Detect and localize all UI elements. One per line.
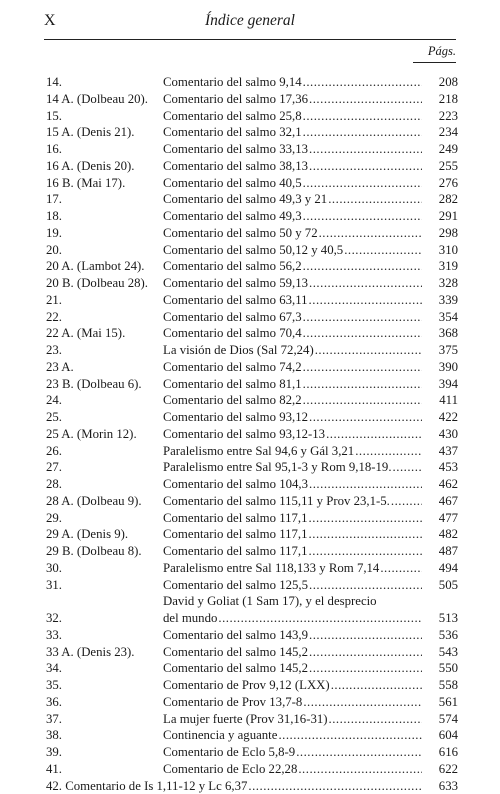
toc-entry-number: 34. <box>46 660 163 677</box>
toc-entry-page: 462 <box>422 476 458 493</box>
toc-entry-title: Comentario del salmo 117,1 <box>163 510 308 527</box>
toc-entry-number: 17. <box>46 191 163 208</box>
toc-entry-title: Comentario de Prov 9,12 (LXX) <box>163 677 330 694</box>
table-of-contents <box>46 74 458 794</box>
dot-leader <box>329 711 422 728</box>
toc-entry-title-wrap <box>163 158 422 175</box>
toc-entry <box>46 476 458 493</box>
toc-entry <box>46 392 458 409</box>
toc-entry-title-wrap <box>163 225 422 242</box>
toc-entry-title: La mujer fuerte (Prov 31,16-31) <box>163 711 328 728</box>
dot-leader <box>309 91 422 108</box>
toc-entry <box>46 342 458 359</box>
dot-leader <box>309 526 422 543</box>
toc-entry <box>46 459 458 476</box>
toc-entry-title: Comentario del salmo 59,13 <box>163 275 308 292</box>
toc-entry-title: 42. Comentario de Is 1,11-12 y Lc 6,37 <box>46 778 247 794</box>
toc-entry-page: 487 <box>422 543 458 560</box>
dot-leader <box>303 694 422 711</box>
toc-entry <box>46 744 458 761</box>
toc-entry-title: Comentario de Prov 13,7-8 <box>163 694 302 711</box>
toc-entry-title: Comentario del salmo 25,8 <box>163 108 302 125</box>
toc-entry-title: Comentario del salmo 74,2 <box>163 359 302 376</box>
toc-entry <box>46 175 458 192</box>
toc-entry-number: 29 A. (Denis 9). <box>46 526 163 543</box>
toc-entry-number: 26. <box>46 443 163 460</box>
toc-entry-title: Comentario del salmo 50,12 y 40,5 <box>163 242 343 259</box>
toc-entry-page: 249 <box>422 141 458 158</box>
toc-entry <box>46 761 458 778</box>
toc-entry-title: Comentario del salmo 93,12-13 <box>163 426 325 443</box>
toc-entry <box>46 292 458 309</box>
toc-entry-title: Comentario del salmo 40,5 <box>163 175 302 192</box>
toc-entry <box>46 141 458 158</box>
toc-entry <box>46 225 458 242</box>
dot-leader <box>393 459 422 476</box>
toc-entry <box>46 660 458 677</box>
toc-entry <box>46 158 458 175</box>
toc-entry-title: Comentario del salmo 93,12 <box>163 409 308 426</box>
dot-leader <box>328 191 422 208</box>
toc-entry <box>46 727 458 744</box>
toc-entry <box>46 526 458 543</box>
toc-entry <box>46 325 458 342</box>
toc-entry-number: 30. <box>46 560 163 577</box>
toc-entry-page: 604 <box>422 727 458 744</box>
toc-entry-page: 561 <box>422 694 458 711</box>
toc-entry-page: 390 <box>422 359 458 376</box>
toc-entry-number: 23 A. <box>46 359 163 376</box>
toc-entry-number: 28 A. (Dolbeau 9). <box>46 493 163 510</box>
toc-entry-number: 18. <box>46 208 163 225</box>
dot-leader <box>278 727 422 744</box>
dot-leader <box>309 577 422 594</box>
toc-entry-title-wrap <box>163 409 422 426</box>
toc-entry-number: 14 A. (Dolbeau 20). <box>46 91 163 108</box>
toc-entry-number: 24. <box>46 392 163 409</box>
toc-entry-number: 33. <box>46 627 163 644</box>
toc-entry-page: 208 <box>422 74 458 91</box>
toc-entry-number: 23. <box>46 342 163 359</box>
toc-entry-number: 16 B. (Mai 17). <box>46 175 163 192</box>
toc-entry-title: Comentario del salmo 63,11 <box>163 292 308 309</box>
dot-leader <box>319 225 422 242</box>
toc-entry-number: 28. <box>46 476 163 493</box>
toc-entry <box>46 258 458 275</box>
toc-entry-title-wrap <box>163 711 422 728</box>
toc-entry-title-wrap <box>163 359 422 376</box>
toc-entry-title: Comentario de Eclo 5,8-9 <box>163 744 295 761</box>
toc-entry-title: Comentario del salmo 33,13 <box>163 141 308 158</box>
toc-entry-title: Comentario del salmo 82,2 <box>163 392 302 409</box>
dot-leader <box>344 242 422 259</box>
toc-entry-page: 310 <box>422 242 458 259</box>
dot-leader <box>326 426 422 443</box>
dot-leader <box>309 644 422 661</box>
toc-entry-number: 29 B. (Dolbeau 8). <box>46 543 163 560</box>
toc-entry <box>46 593 458 627</box>
toc-entry-title: Comentario del salmo 9,14 <box>163 74 302 91</box>
toc-entry <box>46 560 458 577</box>
toc-entry-title: Comentario del salmo 145,2 <box>163 660 308 677</box>
toc-entry-page: 319 <box>422 258 458 275</box>
toc-entry-page: 422 <box>422 409 458 426</box>
toc-entry-page: 339 <box>422 292 458 309</box>
toc-entry-title: Paralelismo entre Sal 95,1-3 y Rom 9,18-19. <box>163 459 392 476</box>
dot-leader <box>298 761 422 778</box>
toc-entry-number: 16 A. (Denis 20). <box>46 158 163 175</box>
toc-entry-title-wrap <box>163 124 422 141</box>
toc-entry-title-wrap <box>163 191 422 208</box>
toc-entry-title: Comentario del salmo 50 y 72 <box>163 225 318 242</box>
toc-entry <box>46 711 458 728</box>
header-rule <box>44 39 456 40</box>
toc-entry-page: 276 <box>422 175 458 192</box>
dot-leader <box>355 443 422 460</box>
toc-entry-page: 477 <box>422 510 458 527</box>
toc-entry-title-wrap <box>163 660 422 677</box>
dot-leader <box>303 309 422 326</box>
toc-entry-title-wrap <box>163 526 422 543</box>
toc-entry-page: 550 <box>422 660 458 677</box>
toc-entry-title-wrap <box>163 175 422 192</box>
dot-leader <box>391 493 422 510</box>
toc-entry-title-wrap <box>163 242 422 259</box>
toc-entry-page: 633 <box>422 778 458 794</box>
toc-entry-page: 255 <box>422 158 458 175</box>
toc-entry-title-wrap <box>163 275 422 292</box>
toc-entry <box>46 493 458 510</box>
toc-entry-title: Comentario del salmo 17,36 <box>163 91 308 108</box>
toc-entry-page: 218 <box>422 91 458 108</box>
dot-leader <box>303 359 422 376</box>
toc-entry <box>46 359 458 376</box>
toc-entry-number: 25 A. (Morin 12). <box>46 426 163 443</box>
toc-entry-title-wrap <box>163 141 422 158</box>
toc-entry-page: 453 <box>422 459 458 476</box>
dot-leader <box>309 158 422 175</box>
toc-entry-title: Comentario del salmo 67,3 <box>163 309 302 326</box>
toc-entry <box>46 443 458 460</box>
toc-entry-title-wrap <box>163 677 422 694</box>
toc-entry-page: 543 <box>422 644 458 661</box>
toc-entry-title-block <box>163 593 422 627</box>
dot-leader <box>309 627 422 644</box>
toc-entry <box>46 677 458 694</box>
toc-entry-number: 37. <box>46 711 163 728</box>
dot-leader <box>303 74 422 91</box>
dot-leader <box>309 660 422 677</box>
toc-entry <box>46 91 458 108</box>
page-number: X <box>44 12 56 30</box>
toc-entry-number: 22. <box>46 309 163 326</box>
toc-entry-title: Comentario del salmo 49,3 y 21 <box>163 191 327 208</box>
toc-entry-number: 16. <box>46 141 163 158</box>
toc-entry <box>46 694 458 711</box>
dot-leader <box>309 476 422 493</box>
toc-entry-title-wrap <box>163 108 422 125</box>
toc-entry-number: 36. <box>46 694 163 711</box>
toc-entry-title-wrap <box>163 543 422 560</box>
dot-leader <box>309 141 422 158</box>
dot-leader <box>303 208 422 225</box>
dot-leader <box>218 610 422 627</box>
dot-leader <box>315 342 422 359</box>
toc-entry-title: Comentario del salmo 125,5 <box>163 577 308 594</box>
toc-entry-page: 430 <box>422 426 458 443</box>
toc-entry <box>46 543 458 560</box>
toc-entry-page: 368 <box>422 325 458 342</box>
toc-entry-page: 505 <box>422 577 458 594</box>
toc-entry-title-wrap <box>163 627 422 644</box>
toc-entry-title: Comentario del salmo 38,13 <box>163 158 308 175</box>
toc-entry-number: 20 B. (Dolbeau 28). <box>46 275 163 292</box>
dot-leader <box>303 392 422 409</box>
dot-leader <box>303 325 422 342</box>
toc-entry-page: 394 <box>422 376 458 393</box>
dot-leader <box>303 175 422 192</box>
toc-entry-title-wrap <box>163 325 422 342</box>
toc-entry-title-wrap <box>163 694 422 711</box>
dot-leader <box>303 108 422 125</box>
toc-entry-page: 298 <box>422 225 458 242</box>
toc-entry <box>46 74 458 91</box>
toc-entry-title-wrap <box>163 744 422 761</box>
toc-entry-page: 574 <box>422 711 458 728</box>
toc-entry-title: Comentario del salmo 81,1 <box>163 376 302 393</box>
toc-entry-number: 21. <box>46 292 163 309</box>
toc-entry-number: 15 A. (Denis 21). <box>46 124 163 141</box>
toc-entry <box>46 426 458 443</box>
toc-entry-title: Comentario del salmo 56,2 <box>163 258 302 275</box>
toc-entry-title-wrap <box>163 342 422 359</box>
toc-entry-number: 22 A. (Mai 15). <box>46 325 163 342</box>
toc-entry-page: 234 <box>422 124 458 141</box>
toc-entry-page: 616 <box>422 744 458 761</box>
dot-leader <box>380 560 422 577</box>
toc-entry-title-wrap <box>163 208 422 225</box>
dot-leader <box>309 409 422 426</box>
toc-entry-title-wrap <box>163 392 422 409</box>
toc-entry-title: Comentario del salmo 143,9 <box>163 627 308 644</box>
toc-entry-title-wrap <box>163 644 422 661</box>
toc-entry <box>46 275 458 292</box>
toc-entry-number: 33 A. (Denis 23). <box>46 644 163 661</box>
toc-entry <box>46 644 458 661</box>
toc-entry-title-wrap <box>163 376 422 393</box>
toc-entry-page: 622 <box>422 761 458 778</box>
toc-entry-title-continuation: del mundo <box>163 610 217 627</box>
toc-entry-page: 513 <box>422 610 458 627</box>
toc-entry <box>46 124 458 141</box>
toc-entry-title-wrap <box>163 309 422 326</box>
toc-entry-title: Comentario del salmo 117,1 <box>163 526 308 543</box>
toc-entry-page: 282 <box>422 191 458 208</box>
toc-entry-title-wrap <box>163 727 422 744</box>
toc-entry-title: Comentario del salmo 49,3 <box>163 208 302 225</box>
toc-entry-number: 29. <box>46 510 163 527</box>
toc-entry-number: 32. <box>46 610 163 627</box>
toc-entry <box>46 108 458 125</box>
toc-entry <box>46 208 458 225</box>
toc-entry-page: 354 <box>422 309 458 326</box>
toc-entry-number: 19. <box>46 225 163 242</box>
page-header <box>44 12 456 36</box>
toc-entry-title-wrap <box>163 74 422 91</box>
toc-entry-page: 558 <box>422 677 458 694</box>
toc-entry <box>46 242 458 259</box>
toc-entry-page: 494 <box>422 560 458 577</box>
toc-entry-title: Continencia y aguante <box>163 727 277 744</box>
toc-entry-title-wrap <box>163 761 422 778</box>
toc-entry-title: Comentario del salmo 104,3 <box>163 476 308 493</box>
dot-leader <box>309 275 422 292</box>
toc-entry-number: 20 A. (Lambot 24). <box>46 258 163 275</box>
toc-entry-number: 41. <box>46 761 163 778</box>
toc-entry-number: 25. <box>46 409 163 426</box>
toc-entry-title-wrap <box>163 476 422 493</box>
dot-leader <box>309 292 422 309</box>
toc-entry-title-wrap <box>163 443 422 460</box>
running-title: Índice general <box>44 12 456 30</box>
toc-entry-page: 223 <box>422 108 458 125</box>
toc-entry-title: Comentario del salmo 115,11 y Prov 23,1-5. <box>163 493 390 510</box>
toc-entry-number: 15. <box>46 108 163 125</box>
toc-entry <box>46 309 458 326</box>
toc-entry-page: 328 <box>422 275 458 292</box>
toc-entry-page: 375 <box>422 342 458 359</box>
dot-leader <box>309 510 422 527</box>
toc-entry-number: 38. <box>46 727 163 744</box>
toc-entry <box>46 510 458 527</box>
toc-entry-title-wrap <box>163 577 422 594</box>
toc-entry-page: 411 <box>422 392 458 409</box>
toc-entry <box>46 627 458 644</box>
toc-entry-title: Comentario del salmo 32,1 <box>163 124 302 141</box>
dot-leader <box>296 744 422 761</box>
toc-entry-number: 23 B. (Dolbeau 6). <box>46 376 163 393</box>
toc-entry-number: 39. <box>46 744 163 761</box>
pages-label-underline <box>413 62 456 63</box>
toc-entry <box>46 191 458 208</box>
dot-leader <box>309 543 422 560</box>
toc-entry-title-wrap <box>163 91 422 108</box>
toc-entry-number: 20. <box>46 242 163 259</box>
toc-entry-title-wrap <box>163 292 422 309</box>
toc-entry-title: Paralelismo entre Sal 94,6 y Gál 3,21 <box>163 443 354 460</box>
pages-column-label: Págs. <box>428 44 456 59</box>
toc-entry-title-wrap <box>163 560 422 577</box>
toc-entry-title-wrap <box>163 426 422 443</box>
toc-entry <box>46 409 458 426</box>
toc-entry-page: 536 <box>422 627 458 644</box>
toc-entry-number: 14. <box>46 74 163 91</box>
dot-leader <box>303 258 422 275</box>
toc-entry-title-wrap <box>163 258 422 275</box>
toc-entry-number: 31. <box>46 577 163 594</box>
toc-entry-number: 35. <box>46 677 163 694</box>
toc-entry-title: Comentario del salmo 117,1 <box>163 543 308 560</box>
toc-entry-title-wrap <box>163 459 422 476</box>
dot-leader <box>303 376 422 393</box>
toc-entry <box>46 376 458 393</box>
toc-entry-number: 27. <box>46 459 163 476</box>
toc-entry-title: David y Goliat (1 Sam 17), y el desprecio <box>163 593 422 610</box>
toc-entry-page: 482 <box>422 526 458 543</box>
toc-entry-page: 291 <box>422 208 458 225</box>
dot-leader <box>331 677 422 694</box>
toc-entry-title: La visión de Dios (Sal 72,24) <box>163 342 314 359</box>
toc-entry <box>46 577 458 594</box>
toc-entry-title-wrap <box>163 510 422 527</box>
toc-entry-title: Comentario del salmo 145,2 <box>163 644 308 661</box>
toc-entry-title: Paralelismo entre Sal 118,133 y Rom 7,14 <box>163 560 379 577</box>
toc-entry-title-wrap <box>163 493 422 510</box>
toc-entry-page: 467 <box>422 493 458 510</box>
dot-leader <box>303 124 422 141</box>
toc-entry-title: Comentario de Eclo 22,28 <box>163 761 297 778</box>
toc-entry-page: 437 <box>422 443 458 460</box>
toc-entry-title: Comentario del salmo 70,4 <box>163 325 302 342</box>
